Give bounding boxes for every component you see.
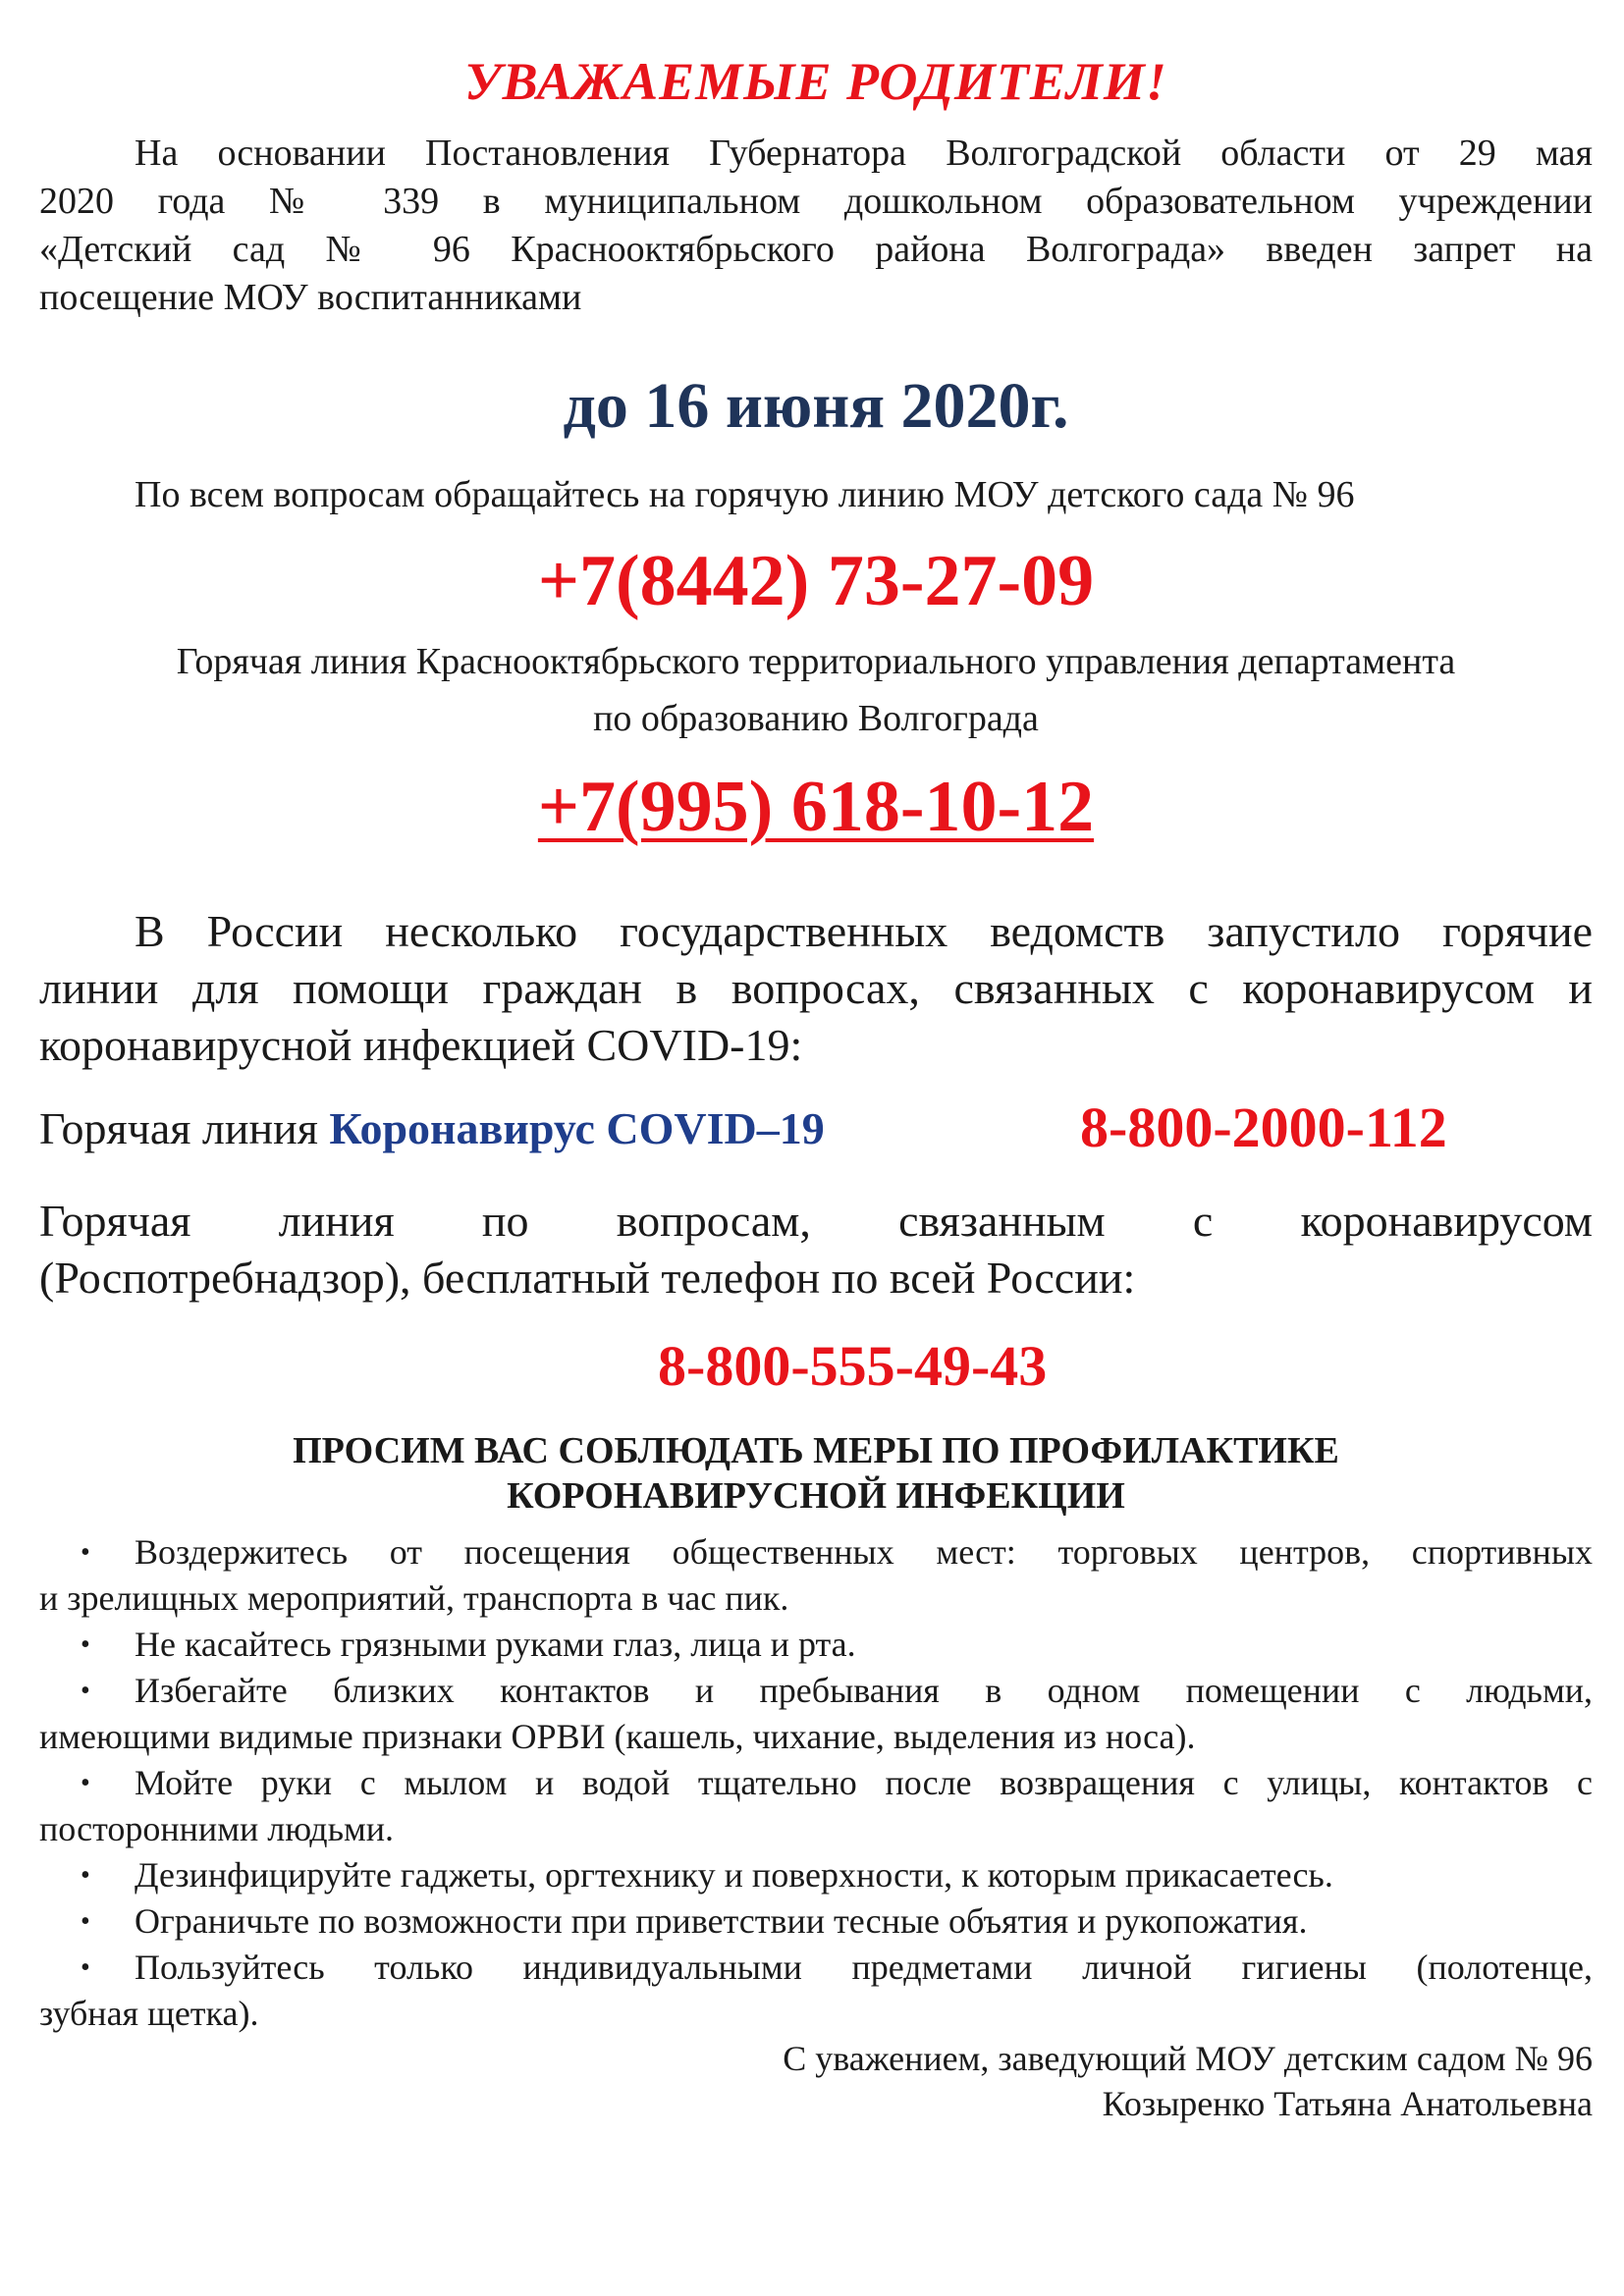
signature-title: С уважением, заведующий МОУ детским садом № 96: [783, 2039, 1593, 2078]
covid-hotline-phone: 8-800-2000-112: [1080, 1095, 1447, 1159]
rospotrebnadzor-paragraph: [39, 1193, 1593, 1307]
bullet-icon: •: [81, 1629, 90, 1660]
page-title: УВАЖАЕМЫЕ РОДИТЕЛИ!: [464, 52, 1167, 111]
bullet-icon: •: [81, 1768, 90, 1798]
list-item: [39, 1668, 1593, 1760]
intro-line: «Детский сад № 96 Краснооктябрьского района Волгограда» введен запрет на: [39, 229, 1593, 270]
list-item-text: Мойте руки с мылом и водой тщательно после возвращения с улицы, контактов с: [135, 1763, 1593, 1802]
russia-paragraph: [39, 903, 1593, 1074]
covid-hotline-prefix: Горячая линия: [39, 1103, 330, 1153]
russia-line: В России несколько государственных ведомств запустило горячие: [135, 906, 1593, 956]
list-item-text: Избегайте близких контактов и пребывания в одном помещении с людьми,: [135, 1671, 1593, 1710]
bullet-icon: •: [81, 1537, 90, 1568]
kindergarten-hotline-phone: +7(8442) 73-27-09: [537, 541, 1095, 621]
list-item: [39, 1529, 1593, 1622]
signature-name: Козыренко Татьяна Анатольевна: [1102, 2084, 1593, 2123]
list-item-text: Воздержитесь от посещения общественных мест: торговых центров, спортивных: [135, 1532, 1593, 1572]
rpn-line: (Роспотребнадзор), бесплатный телефон по всей России:: [39, 1253, 1136, 1303]
list-item-text: Дезинфицируйте гаджеты, оргтехнику и поверхности, к которым прикасаетесь.: [135, 1855, 1333, 1895]
rospotrebnadzor-phone: 8-800-555-49-43: [658, 1334, 1048, 1398]
measures-heading: ПРОСИМ ВАС СОБЛЮДАТЬ МЕРЫ ПО ПРОФИЛАКТИКЕ: [293, 1430, 1339, 1471]
covid-hotline-name: Коронавирус COVID–19: [329, 1103, 825, 1153]
list-item-text: Пользуйтесь только индивидуальными предметами личной гигиены (полотенце,: [135, 1948, 1593, 1987]
list-item-text: Ограничьте по возможности при приветствии тесные объятия и рукопожатия.: [135, 1901, 1308, 1941]
intro-line: На основании Постановления Губернатора Волгоградской области от 29 мая: [135, 133, 1593, 174]
rpn-line: Горячая линия по вопросам, связанным с коронавирусом: [39, 1196, 1593, 1246]
bullet-icon: •: [81, 1860, 90, 1891]
list-item-text: и зрелищных мероприятий, транспорта в час пик.: [39, 1578, 789, 1618]
measures-list: [39, 1529, 1593, 2037]
intro-paragraph: [39, 130, 1593, 322]
list-item-text: зубная щетка).: [39, 1994, 259, 2033]
list-item-text: Не касайтесь грязными руками глаз, лица и рта.: [135, 1625, 856, 1664]
russia-line: линии для помощи граждан в вопросах, связанных с коронавирусом и: [39, 963, 1593, 1013]
intro-line: 2020 года № 339 в муниципальном дошкольном образовательном учреждении: [39, 181, 1593, 222]
list-item-text: посторонними людьми.: [39, 1809, 395, 1848]
department-hotline-text-2: по образованию Волгограда: [593, 698, 1039, 739]
measures-heading-2: КОРОНАВИРУСНОЙ ИНФЕКЦИИ: [507, 1475, 1125, 1517]
ban-date: до 16 июня 2020г.: [563, 370, 1069, 442]
bullet-icon: •: [81, 1952, 90, 1983]
department-hotline-text: Горячая линия Краснооктябрьского территориального управления департамента: [176, 641, 1456, 682]
list-item-text: имеющими видимые признаки ОРВИ (кашель, чихание, выделения из носа).: [39, 1717, 1196, 1756]
covid-hotline-label: [39, 1102, 825, 1154]
list-item: [39, 1852, 1593, 1898]
list-item: [39, 1945, 1593, 2037]
list-item: [39, 1898, 1593, 1945]
list-item: [39, 1622, 1593, 1668]
intro-line: посещение МОУ воспитанниками: [39, 277, 582, 318]
russia-line: коронавирусной инфекцией COVID-19:: [39, 1020, 803, 1070]
department-hotline-phone-number: +7(995) 618-10-12: [537, 767, 1095, 847]
list-item: [39, 1760, 1593, 1852]
department-hotline-phone: [39, 766, 1593, 849]
bullet-icon: •: [81, 1906, 90, 1937]
kindergarten-hotline-text: По всем вопросам обращайтесь на горячую линию МОУ детского сада № 96: [135, 474, 1355, 515]
bullet-icon: •: [81, 1676, 90, 1706]
covid-hotline-row: [39, 1095, 1593, 1163]
